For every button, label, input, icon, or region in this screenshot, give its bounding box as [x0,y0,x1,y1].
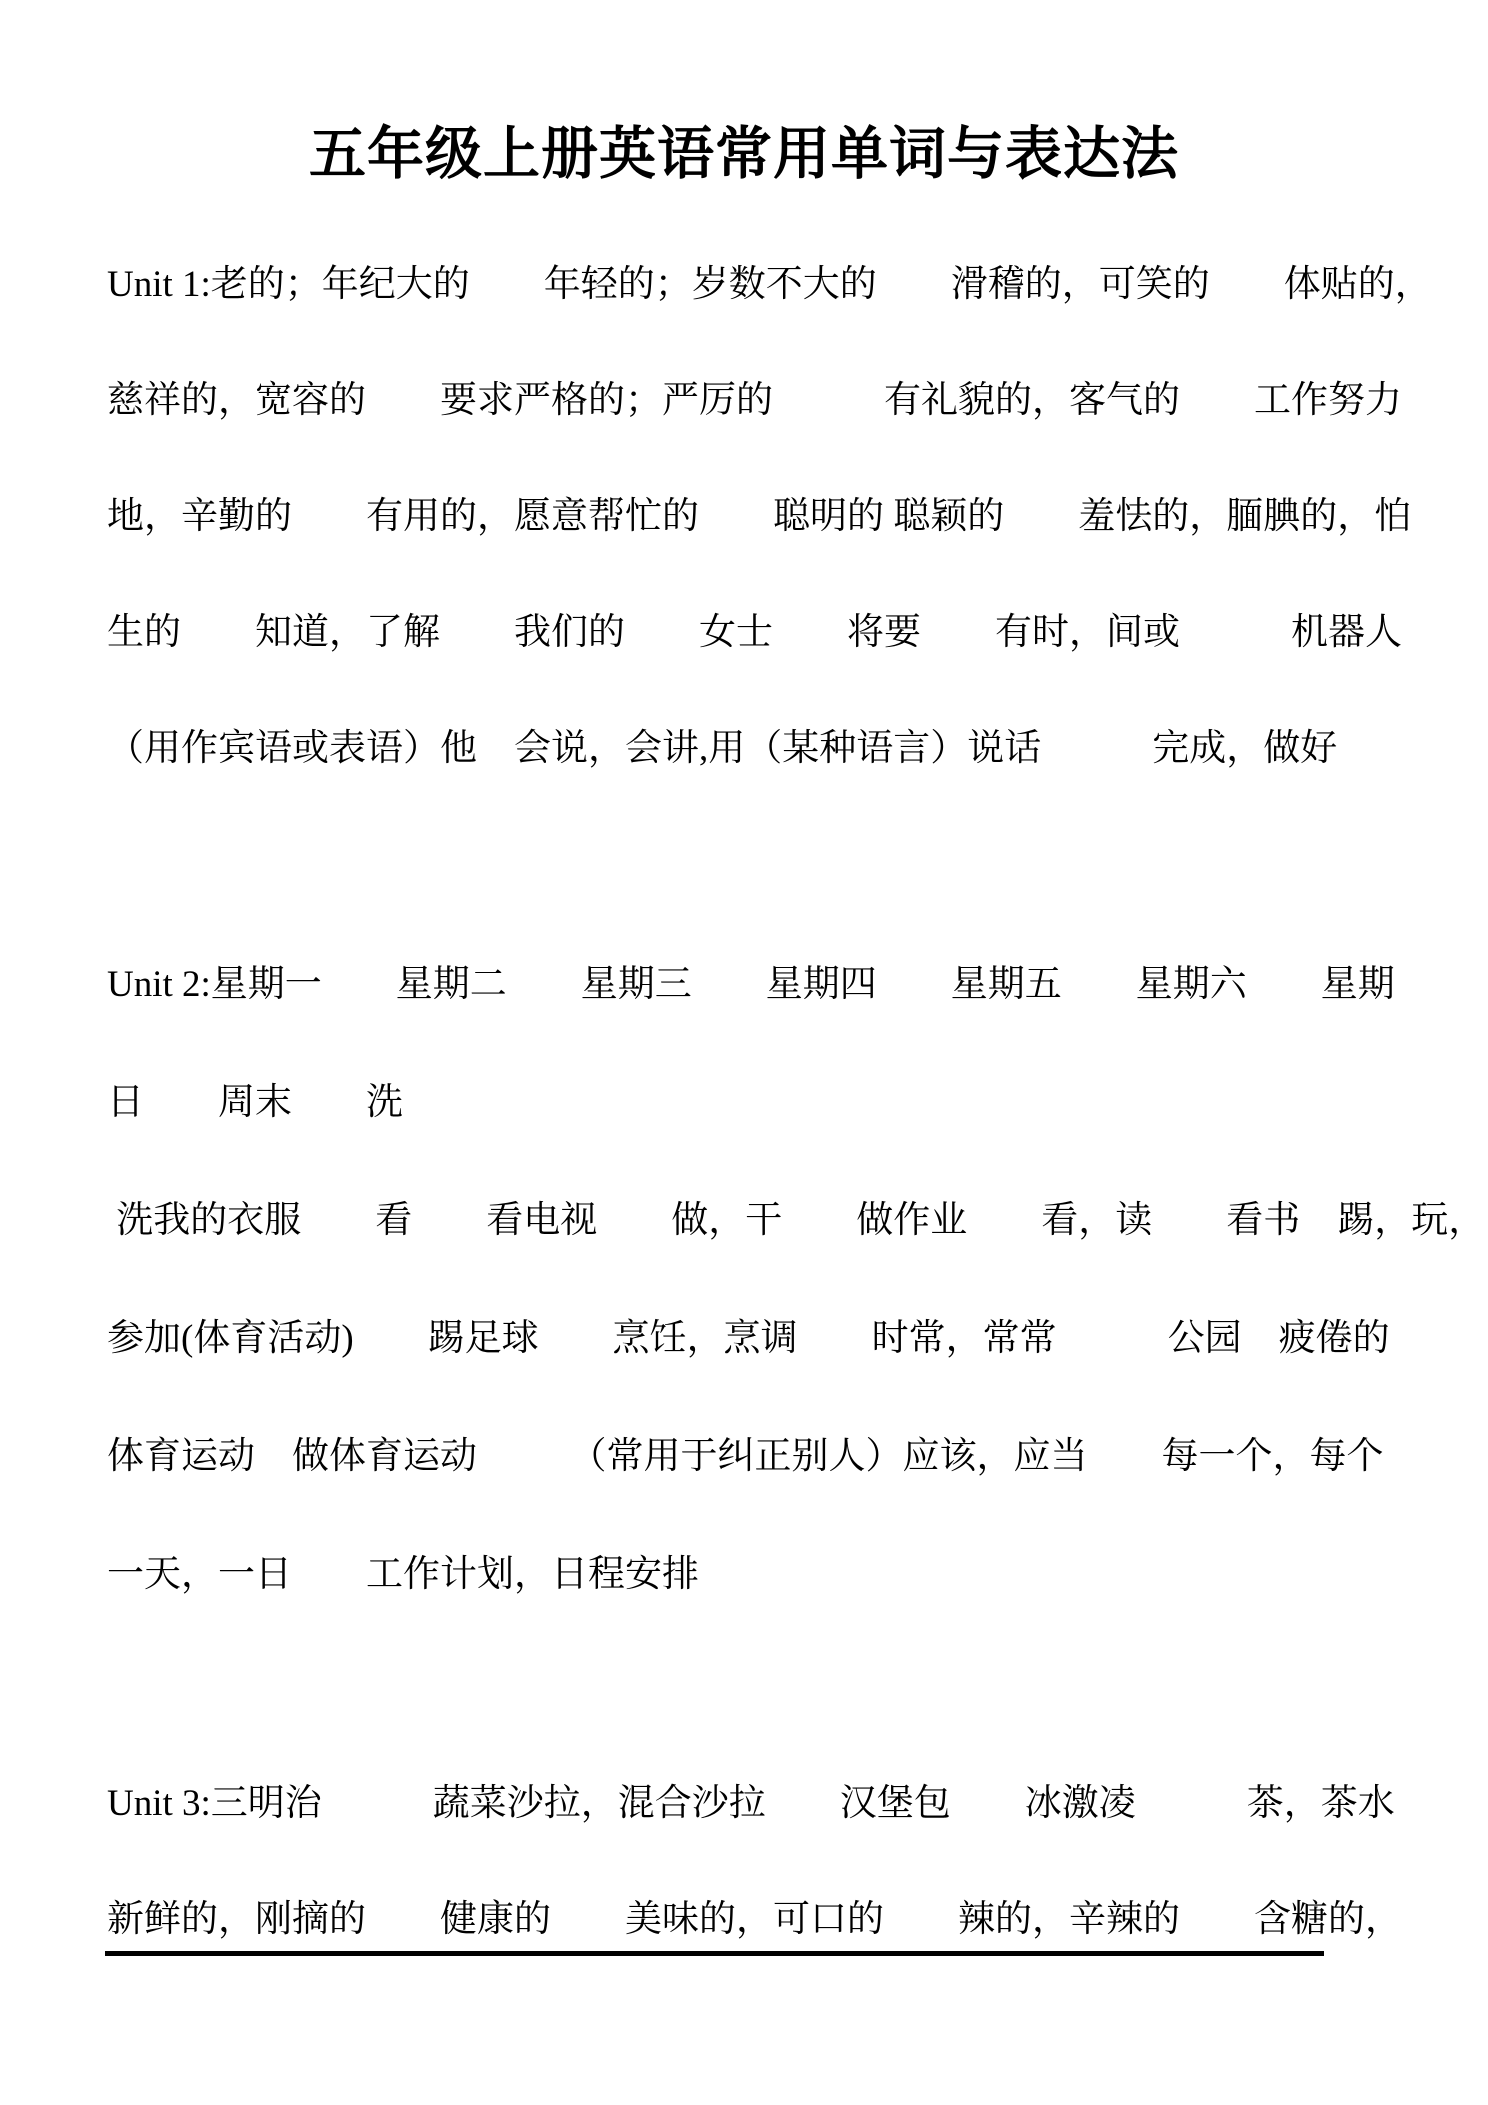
text-line: 体育运动 做体育运动 （常用于纠正别人）应该，应当 每一个，每个 [107,1436,1384,1477]
unit-1-paragraph [107,227,1432,807]
text-line: Unit 2:星期一 星期二 星期三 星期四 星期五 星期六 星期 [107,964,1395,1005]
text-line: 生的 知道，了解 我们的 女士 将要 有时，间或 机器人 [107,612,1402,653]
bottom-rule [105,1951,1324,1956]
text-line: 洗我的衣服 看 看电视 做，干 做作业 看，读 看书 踢，玩， [107,1200,1486,1241]
unit-2-paragraph [107,926,1485,1634]
text-line: 慈祥的，宽容的 要求严格的；严厉的 有礼貌的，客气的 工作努力 [107,380,1402,421]
text-line: （用作宾语或表语）他 会说，会讲,用（某种语言）说话 完成，做好 [107,728,1338,769]
text-line: Unit 1:老的；年纪大的 年轻的；岁数不大的 滑稽的，可笑的 体贴的， [107,264,1432,305]
text-line: 新鲜的，刚摘的 健康的 美味的，可口的 辣的，辛辣的 含糖的， [107,1899,1402,1940]
text-line: Unit 3:三明治 蔬菜沙拉，混合沙拉 汉堡包 冰激凌 茶，茶水 [107,1783,1395,1824]
page-title: 五年级上册英语常用单词与表达法 [309,122,1179,186]
text-line: 一天，一日 工作计划，日程安排 [107,1554,699,1595]
text-line: 日 周末 洗 [107,1082,403,1123]
text-line: 参加(体育活动) 踢足球 烹饪，烹调 时常，常常 公园 疲倦的 [107,1318,1390,1359]
text-line: 地，辛勤的 有用的，愿意帮忙的 聪明的 聪颖的 羞怯的，腼腆的，怕 [107,496,1412,537]
unit-3-paragraph [107,1746,1402,1978]
